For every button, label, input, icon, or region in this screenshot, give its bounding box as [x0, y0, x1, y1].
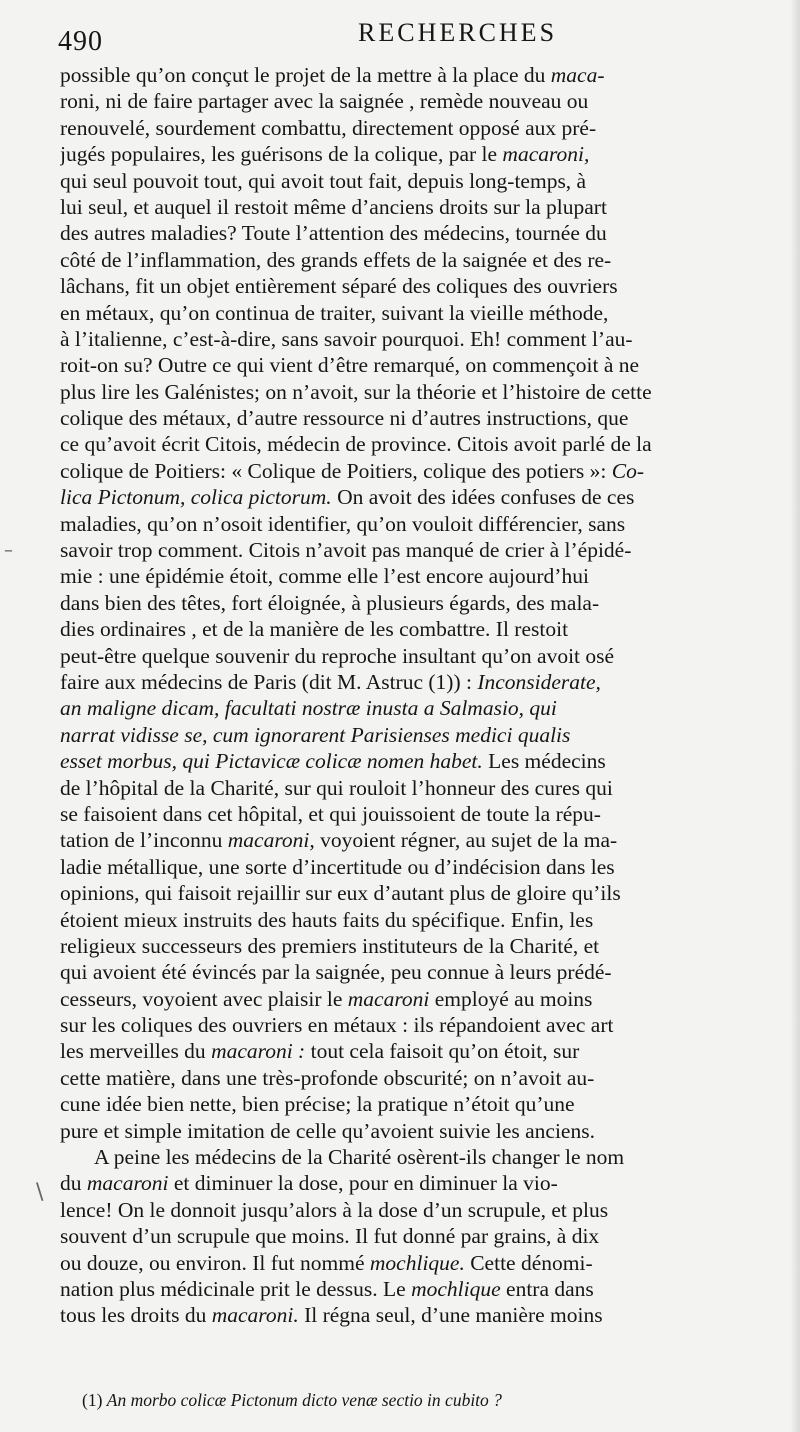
- text-line: plus lire les Galénistes; on n’avoit, sur la théorie et l’histoire de cette: [60, 379, 652, 404]
- text-line: maladies, qu’on n’osoit identifier, qu’on vouloit différencier, sans: [60, 511, 626, 536]
- text-line: peut-être quelque souvenir du reproche insultant qu’on avoit osé: [60, 643, 615, 668]
- text-line: tation de l’inconnu macaroni, voyoient régner, au sujet de la ma-: [60, 828, 618, 853]
- text-line: narrat vidisse se, cum ignorarent Parisienses medici qualis: [60, 722, 571, 747]
- text-line: sur les coliques des ouvriers en métaux : ils répandoient avec art: [60, 1013, 614, 1038]
- text-line: esset morbus, qui Pictavicæ colicæ nomen habet. Les médecins: [60, 749, 606, 774]
- footnote-marker: (1): [82, 1390, 103, 1410]
- running-head: RECHERCHES: [358, 18, 558, 47]
- text-line: faire aux médecins de Paris (dit M. Astruc (1)) : Inconsiderate,: [60, 669, 601, 694]
- footnote-text: An morbo colicæ Pictonum dicto venæ sectio in cubito ?: [106, 1390, 502, 1410]
- text-line: les merveilles du macaroni : tout cela faisoit qu’on étoit, sur: [60, 1039, 580, 1064]
- text-line: en métaux, qu’on continua de traiter, suivant la vieille méthode,: [60, 300, 609, 325]
- text-line: lence! On le donnoit jusqu’alors à la dose d’un scrupule, et plus: [60, 1197, 609, 1222]
- text-line: A peine les médecins de la Charité osèrent-ils changer le nom: [94, 1145, 625, 1170]
- text-line: nation plus médicinale prit le dessus. Le mochlique entra dans: [60, 1276, 594, 1301]
- text-line: roit-on su? Outre ce qui vient d’être remarqué, on commençoit à ne: [60, 353, 640, 378]
- text-line: lui seul, et auquel il restoit même d’anciens droits sur la plupart: [60, 194, 607, 219]
- page-header: [58, 20, 782, 56]
- text-line: cune idée bien nette, bien précise; la pratique n’étoit qu’une: [60, 1092, 575, 1117]
- text-line: renouvelé, sourdement combattu, directement opposé aux pré-: [60, 115, 597, 140]
- text-line: côté de l’inflammation, des grands effets de la saignée et des re-: [60, 247, 612, 272]
- text-line: de l’hôpital de la Charité, sur qui rouloit l’honneur des cures qui: [60, 775, 613, 800]
- text-line: lâchans, fit un objet entièrement séparé des coliques des ouvriers: [60, 274, 618, 299]
- text-line: possible qu’on conçut le projet de la mettre à la place du maca-: [60, 63, 605, 87]
- text-line: religieux successeurs des premiers instituteurs de la Charité, et: [60, 933, 600, 958]
- text-line: étoient mieux instruits des hauts faits du spécifique. Enfin, les: [60, 907, 594, 932]
- text-line: des autres maladies? Toute l’attention des médecins, tournée du: [60, 221, 607, 246]
- text-line: pure et simple imitation de celle qu’avoient suivie les anciens.: [60, 1118, 595, 1143]
- text-line: se faisoient dans cet hôpital, et qui jouissoient de toute la répu-: [60, 801, 601, 826]
- page-number: 490: [58, 26, 103, 57]
- margin-tick: –: [4, 540, 13, 561]
- text-line: ce qu’avoit écrit Citois, médecin de province. Citois avoit parlé de la: [60, 432, 652, 457]
- text-line: opinions, qui faisoit rejaillir sur eux d’autant plus de gloire qu’ils: [60, 881, 621, 906]
- text-line: cette matière, dans une très-profonde obscurité; on n’avoit au-: [60, 1065, 595, 1090]
- text-line: an maligne dicam, facultati nostræ inusta a Salmasio, qui: [60, 696, 557, 721]
- text-line: mie : une épidémie étoit, comme elle l’est encore aujourd’hui: [60, 564, 589, 589]
- text-line: dies ordinaires , et de la manière de les combattre. Il restoit: [60, 617, 569, 642]
- margin-stroke: \: [36, 1180, 44, 1205]
- text-line: qui seul pouvoit tout, qui avoit tout fait, depuis long-temps, à: [60, 168, 587, 193]
- text-line: roni, ni de faire partager avec la saignée , remède nouveau ou: [60, 89, 589, 114]
- text-line: ladie métallique, une sorte d’incertitude ou d’indécision dans les: [60, 854, 615, 879]
- text-line: colique des métaux, d’autre ressource ni d’autres instructions, que: [60, 406, 629, 431]
- text-line: colique de Poitiers: « Colique de Poitiers, colique des potiers »: Co-: [60, 458, 644, 483]
- text-line: du macaroni et diminuer la dose, pour en diminuer la vio-: [60, 1171, 558, 1196]
- text-line: savoir trop comment. Citois n’avoit pas manqué de crier à l’épidé-: [60, 538, 632, 563]
- body-text: [60, 62, 782, 1329]
- text-line: tous les droits du macaroni. Il régna seul, d’une manière moins: [60, 1303, 603, 1328]
- text-line: ou douze, ou environ. Il fut nommé mochlique. Cette dénomi-: [60, 1250, 593, 1275]
- text-line: jugés populaires, les guérisons de la colique, par le macaroni,: [60, 142, 590, 167]
- text-line: dans bien des têtes, fort éloignée, à plusieurs égards, des mala-: [60, 590, 600, 615]
- text-line: souvent d’un scrupule que moins. Il fut donné par grains, à dix: [60, 1224, 600, 1249]
- footnote: [82, 1388, 782, 1412]
- text-line: lica Pictonum, colica pictorum. On avoit des idées confuses de ces: [60, 485, 635, 510]
- text-line: à l’italienne, c’est-à-dire, sans savoir pourquoi. Eh! comment l’au-: [60, 326, 633, 351]
- page-edge-shadow: [790, 0, 800, 1432]
- text-line: cesseurs, voyoient avec plaisir le macaroni employé au moins: [60, 986, 593, 1011]
- text-line: qui avoient été évincés par la saignée, peu connue à leurs prédé-: [60, 960, 612, 985]
